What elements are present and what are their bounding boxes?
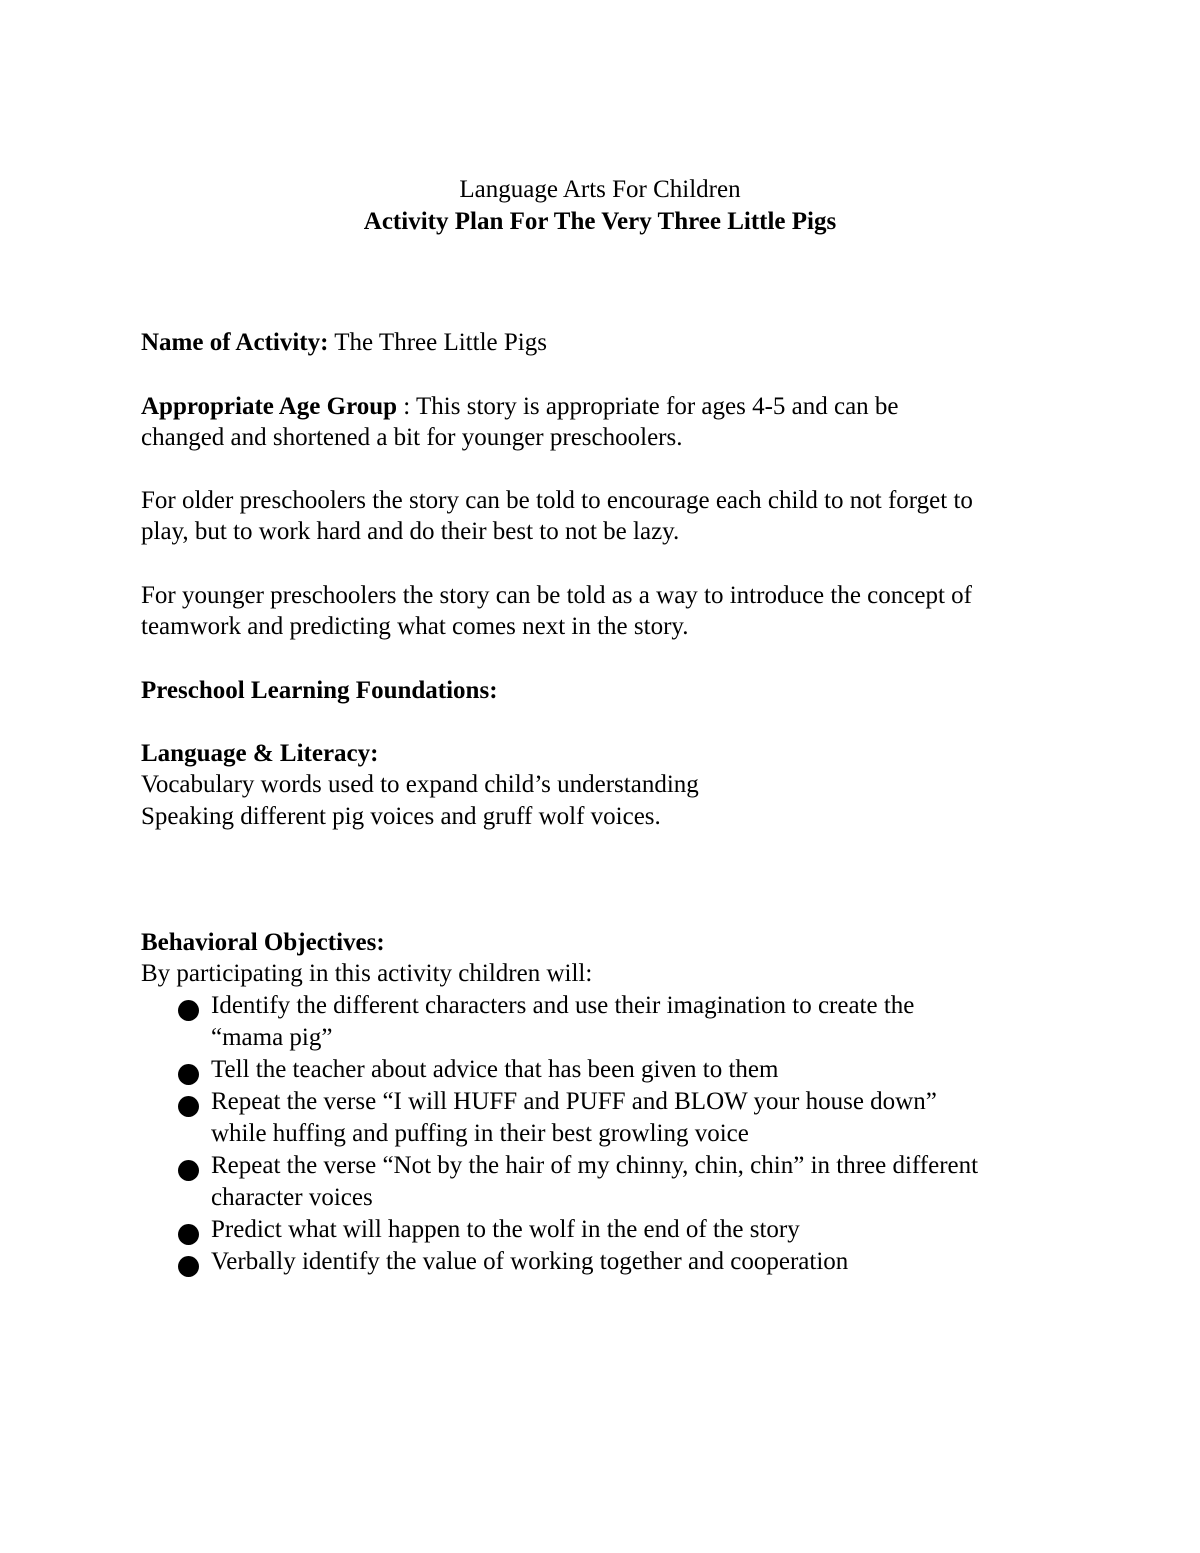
younger-preschoolers-line-2: teamwork and predicting what comes next in the story. [141, 613, 689, 640]
name-of-activity-value: The Three Little Pigs [328, 329, 547, 356]
objective-item-line: Repeat the verse “I will HUFF and PUFF and BLOW your house down” [211, 1088, 937, 1115]
document-title: Activity Plan For The Very Three Little Pigs [363, 208, 837, 235]
bullet-icon [178, 1096, 199, 1117]
bullet-icon [178, 1160, 199, 1181]
objective-item-line: character voices [211, 1184, 373, 1211]
age-group-label: Appropriate Age Group [141, 393, 398, 420]
language-literacy-line-1: Vocabulary words used to expand child’s understanding [141, 771, 699, 798]
age-group-text-1: : This story is appropriate for ages 4-5 and can be [397, 393, 899, 420]
age-group-line-1 [141, 391, 899, 423]
objective-item-line: while huffing and puffing in their best growling voice [211, 1120, 749, 1147]
younger-preschoolers-line-1: For younger preschoolers the story can be told as a way to introduce the concept of [141, 582, 972, 609]
document-subject: Language Arts For Children [459, 176, 741, 203]
bullet-icon [178, 1256, 199, 1277]
bullet-icon [178, 1064, 199, 1085]
bullet-icon [178, 1224, 199, 1245]
language-literacy-heading: Language & Literacy: [141, 740, 379, 767]
objective-item-line: Predict what will happen to the wolf in the end of the story [211, 1216, 800, 1243]
behavioral-objectives-heading: Behavioral Objectives: [141, 929, 385, 956]
age-group-line-2: changed and shortened a bit for younger preschoolers. [141, 424, 683, 451]
objective-item-line: Tell the teacher about advice that has been given to them [211, 1056, 779, 1083]
objective-item-line: Identify the different characters and use their imagination to create the [211, 992, 915, 1019]
older-preschoolers-line-2: play, but to work hard and do their best to not be lazy. [141, 518, 680, 545]
foundations-heading: Preschool Learning Foundations: [141, 677, 498, 704]
bullet-icon [178, 1000, 199, 1021]
older-preschoolers-line-1: For older preschoolers the story can be told to encourage each child to not forget to [141, 487, 973, 514]
behavioral-objectives-intro: By participating in this activity children will: [141, 960, 593, 987]
objective-item-line: Verbally identify the value of working together and cooperation [211, 1248, 849, 1275]
name-of-activity-label: Name of Activity: [141, 329, 329, 356]
objective-item-line: “mama pig” [211, 1024, 333, 1051]
language-literacy-line-2: Speaking different pig voices and gruff wolf voices. [141, 803, 661, 830]
objective-item-line: Repeat the verse “Not by the hair of my chinny, chin, chin” in three different [211, 1152, 979, 1179]
name-of-activity-line [141, 327, 547, 359]
